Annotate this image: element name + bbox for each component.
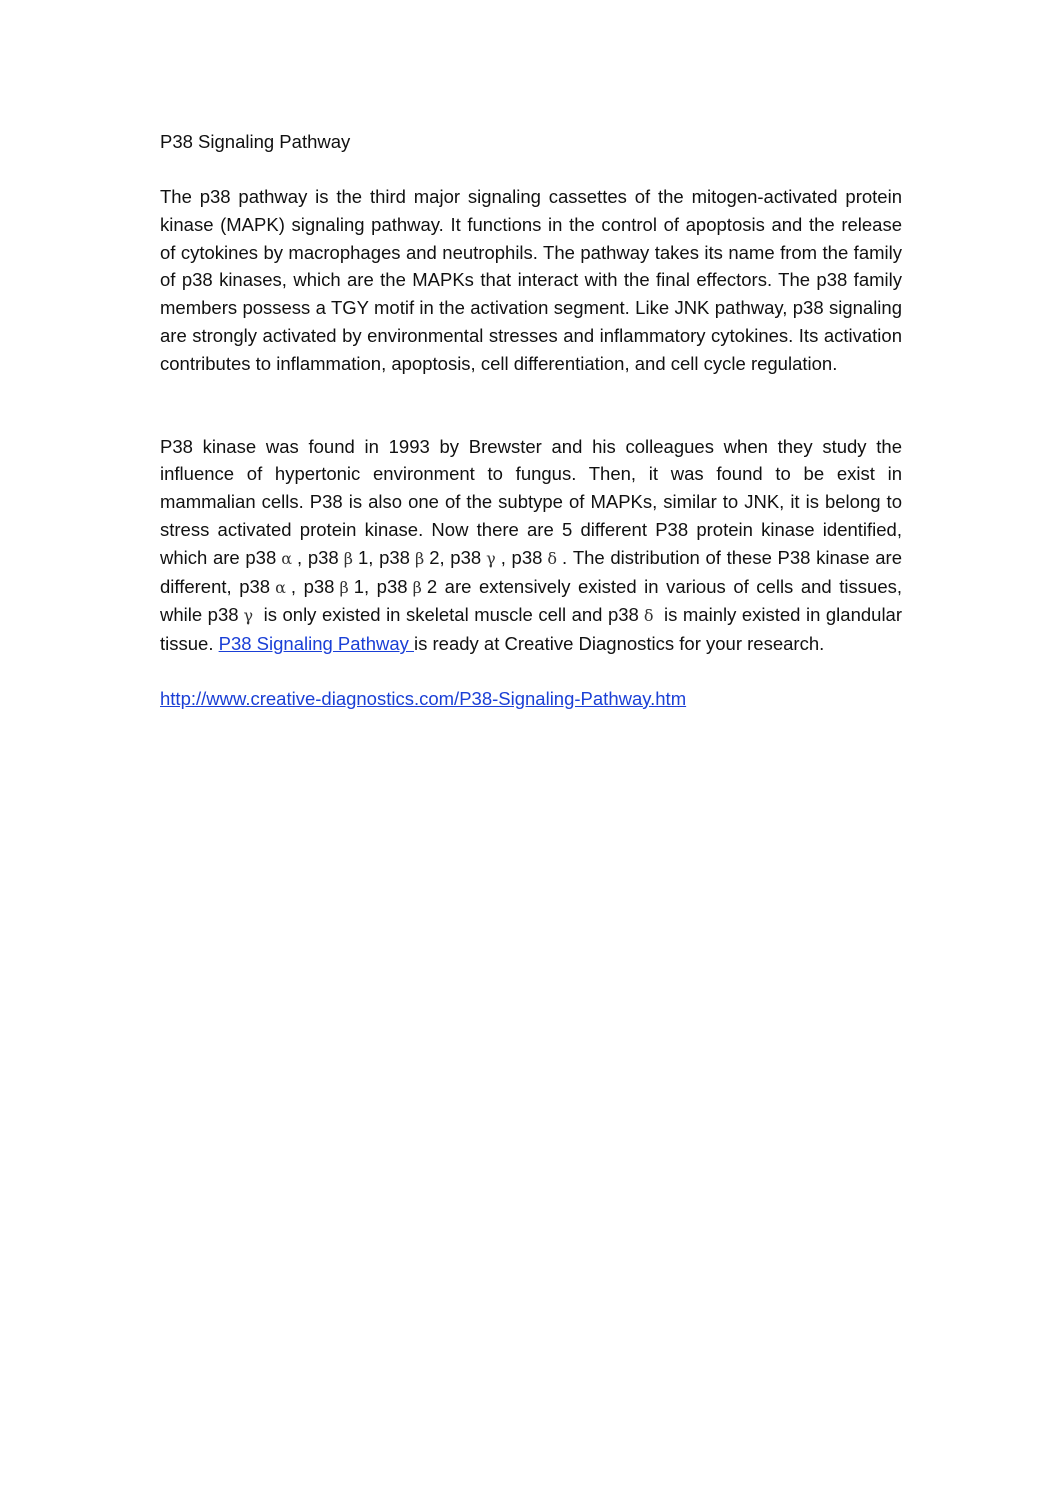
document-title: P38 Signaling Pathway — [160, 131, 351, 152]
greek-delta-symbol: δ — [547, 548, 558, 568]
greek-beta-symbol: β — [339, 577, 349, 597]
paragraph-text: 1, p38 — [357, 546, 410, 568]
paragraph-intro: The p38 pathway is the third major signaling cassettes of the mitogen-activated protein kinase (MAPK) signaling pathway. It functions in the control of apoptosis and the release of cytokines by macrophages and neutrophils. The pathway takes its name from the family of p38 kinases, which are the MAPKs that interact with the final effectors. The p38 family members possess a TGY motif in the activation segment. Like JNK pathway, p38 signaling are strongly activated by environmental stresses and inflammatory cytokines. Its activation contributes to inflammation, apoptosis, cell differentiation, and cell cycle regulation. — [160, 186, 902, 374]
paragraph-text: is ready at Creative Diagnostics for your research. — [414, 633, 825, 655]
paragraph-text: is only existed in skeletal muscle cell and p38 — [258, 604, 639, 626]
greek-delta-symbol: δ — [643, 606, 654, 626]
url-line — [160, 685, 902, 713]
greek-gamma-symbol: γ — [243, 606, 254, 626]
p38-pathway-link[interactable]: P38 Signaling Pathway — [218, 633, 415, 655]
paragraph-text: . The distribution of these P38 kinase are different, p38 — [160, 546, 902, 597]
paragraph-text: , p38 — [500, 546, 543, 568]
greek-alpha-symbol: α — [281, 548, 293, 568]
paragraph-text: P38 kinase was found in 1993 by Brewster and his colleagues when they study the influence of hypertonic environment to fungus. Then, it was found to be exist in mammalian cells. P38 is also one of the subtype of MAPKs, similar to JNK, it is belong to stress activated protein kinase. Now there are 5 different P38 protein kinase identified, which are p38 — [160, 435, 902, 568]
greek-alpha-symbol: α — [275, 577, 286, 597]
paragraph-text: 2 are extensively existed in various of cells and tissues, while p38 — [160, 575, 902, 626]
greek-beta-symbol: β — [412, 577, 422, 597]
document-page — [160, 128, 902, 713]
paragraph-text: , p38 — [297, 546, 339, 568]
greek-gamma-symbol: γ — [486, 548, 496, 568]
source-url-link[interactable]: http://www.creative-diagnostics.com/P38-Signaling-Pathway.htm — [160, 687, 687, 709]
greek-beta-symbol: β — [414, 548, 425, 568]
paragraph-text: 1, p38 — [353, 575, 408, 597]
greek-beta-symbol: β — [343, 548, 353, 568]
paragraph-text: , p38 — [290, 575, 335, 597]
paragraph-text: 2, p38 — [429, 546, 482, 568]
paragraph-text: is mainly existed in glandular tissue. — [160, 604, 903, 655]
paragraph-history — [160, 433, 902, 658]
